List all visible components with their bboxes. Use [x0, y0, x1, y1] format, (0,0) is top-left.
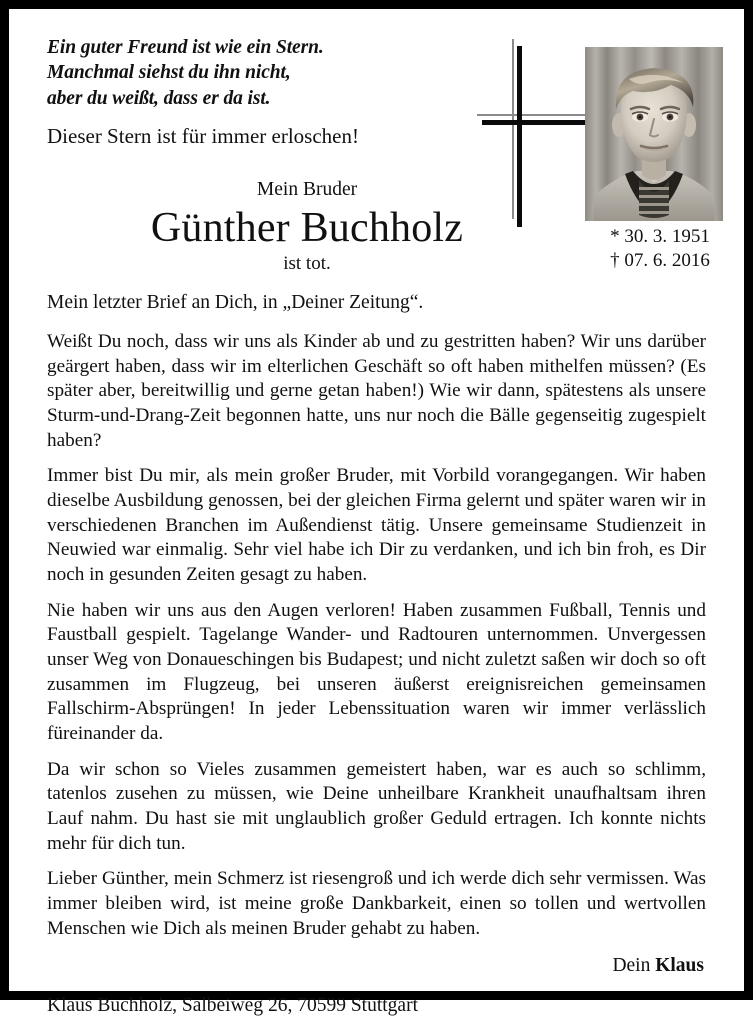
obituary-sheet [9, 9, 744, 1016]
cross-horizontal-outline [477, 114, 585, 116]
status-line: ist tot. [283, 252, 331, 274]
verse-line-1: Ein guter Freund ist wie ein Stern. [47, 37, 324, 58]
letter-paragraph: Immer bist Du mir, als mein großer Bruder, mit Vorbild vorangegangen. Wir haben dieselbe Ausbildung genossen, bei der gleichen Firma gelernt und später waren wir in verschiedenen Branchen im Außendienst tätig. Unsere gemeinsame Studienzeit in Neuwied war einmalig. Sehr viel habe ich Dir zu verdanken, und ich bin froh, es Dir noch in gesunden Zeiten gesagt zu haben. [47, 465, 706, 585]
letter-paragraph: Lieber Günther, mein Schmerz ist riesengroß und ich werde dich sehr vermissen. Was immer bleiben wird, ist meine große Dankbarkeit, einen so tollen und wertvollen Menschen wie Dich als meinen Bruder gehabt zu haben. [47, 868, 706, 939]
memorial-verse [47, 35, 447, 111]
portrait-photo [585, 47, 723, 221]
letter-paragraph: Weißt Du noch, dass wir uns als Kinder ab und zu gestritten haben? Wir uns darüber geärgert haben, dass wir im elterlichen Geschäft so oft haben mithelfen müssen? (Es später aber, bereitwillig und gerne getan haben!) Wie wir dann, spätestens als unsere Sturm-und-Drang-Zeit begonnen hatte, uns nur noch die Bälle gegenseitig zugespielt haben? [47, 330, 706, 451]
memorial-letter [39, 291, 714, 1018]
letter-paragraph: Nie haben wir uns aus den Augen verloren! Haben zusammen Fußball, Tennis und Faustball gespielt. Tagelange Wander- und Radtouren unternommen. Unvergessen unser Weg von Donaueschingen bis Budapest; und nicht zuletzt saßen wir doch so oft zusammen im Flugzeug, bei unseren äußerst ereignisreichen gemeinsamen Fallschirm-Absprüngen! In jeder Lebenssituation waren wir immer verlässlich füreinander da. [47, 599, 706, 745]
signature-prefix: Dein [612, 955, 656, 977]
birth-date: * 30. 3. 1951 [610, 226, 710, 247]
verse-line-2: Manchmal siehst du ihn nicht, [47, 62, 291, 84]
memorial-star-line: Dieser Stern ist für immer erloschen! [47, 124, 359, 148]
cross-horizontal-bar [482, 120, 590, 125]
verse-line-3: aber du weißt, dass er da ist. [47, 87, 271, 109]
memorial-header [39, 29, 714, 291]
deceased-full-name: Günther Buchholz [150, 205, 464, 252]
sender-address: Klaus Buchholz, Salbeiweg 26, 70599 Stuttgart [47, 994, 418, 1016]
signature-name: Klaus [655, 955, 704, 977]
deceased-name-block [47, 179, 567, 276]
life-dates [585, 225, 735, 274]
letter-intro: Mein letzter Brief an Dich, in „Deiner Zeitung“. [47, 292, 424, 313]
letter-paragraph: Da wir schon so Vieles zusammen gemeistert haben, war es auch so schlimm, tatenlos zusehen zu müssen, wie Deine unheilbare Krankheit unaufhaltsam ihren Lauf nahm. Du hast sie mit unglaublich großer Geduld ertragen. Ich konnte nichts mehr für dich tun. [47, 758, 706, 854]
death-date: † 07. 6. 2016 [610, 250, 710, 272]
relation-label: Mein Bruder [256, 179, 358, 200]
letter-signature [47, 953, 706, 978]
